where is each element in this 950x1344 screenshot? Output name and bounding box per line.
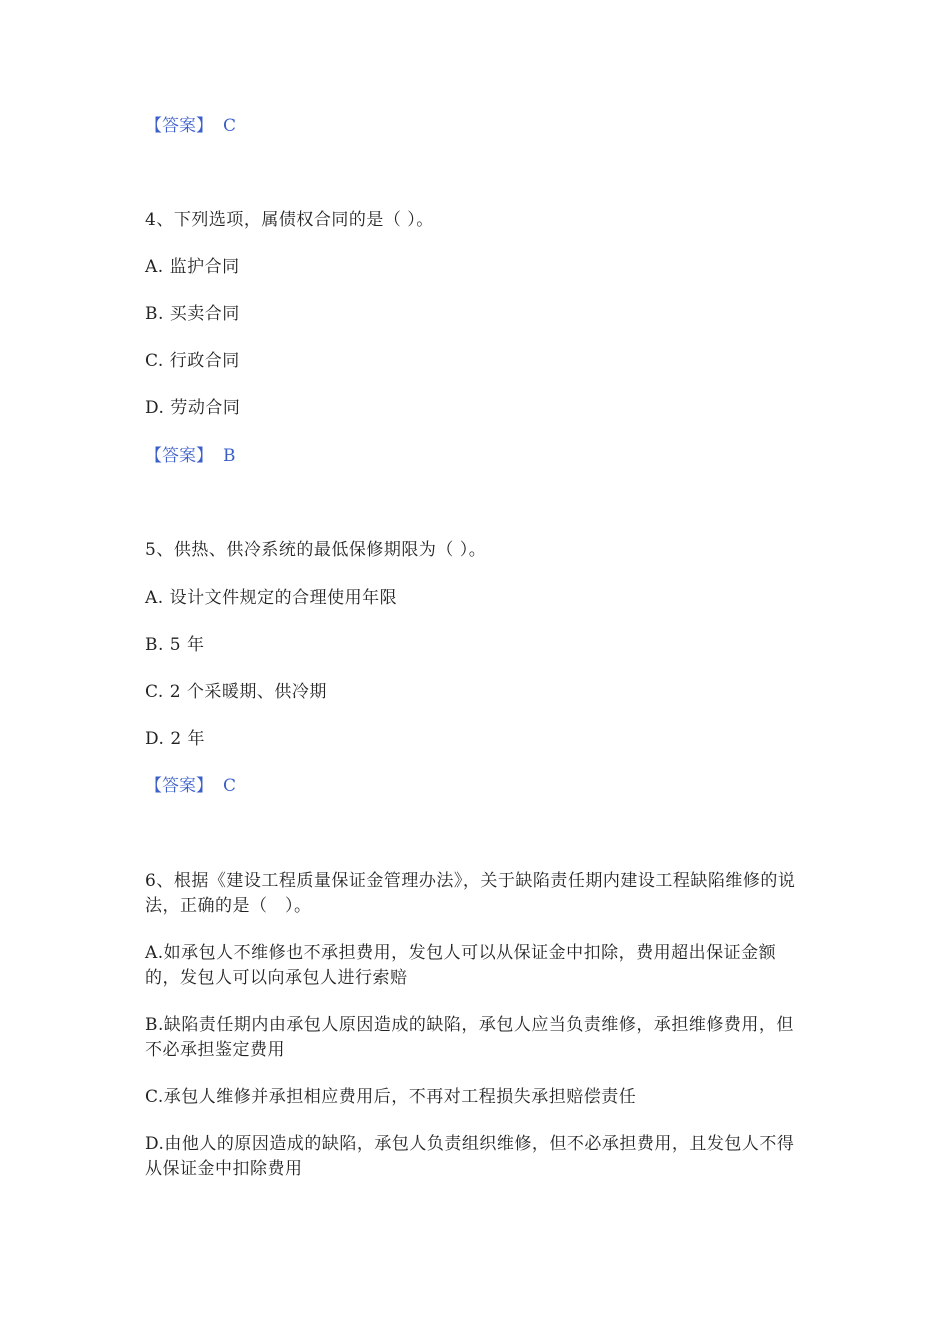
q4-option-d: D. 劳动合同 — [145, 398, 241, 418]
q4-option-b: B. 买卖合同 — [145, 304, 240, 324]
q4-answer — [145, 444, 236, 468]
q5-option-c: C. 2 个采暖期、供冷期 — [145, 682, 327, 702]
answer-value: C — [223, 776, 237, 796]
q4-option-a: A. 监护合同 — [145, 257, 240, 277]
q5-option-b: B. 5 年 — [145, 635, 205, 655]
answer-label: 【答案】 — [145, 776, 213, 796]
answer-value: B — [223, 446, 236, 466]
q5-stem: 5、供热、供冷系统的最低保修期限为（ ）。 — [145, 540, 487, 560]
q6-option-d: D.由他人的原因造成的缺陷，承包人负责组织维修，但不必承担费用，且发包人不得从保证金中扣除费用 — [145, 1134, 795, 1179]
answer-label: 【答案】 — [145, 446, 213, 466]
q6-stem: 6、根据《建设工程质量保证金管理办法》，关于缺陷责任期内建设工程缺陷维修的说法，正确的是（ ）。 — [145, 871, 796, 916]
q5-option-a: A. 设计文件规定的合理使用年限 — [145, 588, 398, 608]
q6-option-c: C.承包人维修并承担相应费用后，不再对工程损失承担赔偿责任 — [145, 1087, 637, 1107]
q3-answer — [145, 114, 236, 138]
answer-value: C — [223, 116, 237, 136]
q6-option-b: B.缺陷责任期内由承包人原因造成的缺陷，承包人应当负责维修，承担维修费用，但不必承担鉴定费用 — [145, 1015, 794, 1060]
answer-label: 【答案】 — [145, 116, 213, 136]
q4-stem: 4、下列选项，属债权合同的是（ ）。 — [145, 210, 434, 230]
q5-answer — [145, 774, 236, 798]
q5-option-d: D. 2 年 — [145, 729, 206, 749]
q6-option-a: A.如承包人不维修也不承担费用，发包人可以从保证金中扣除，费用超出保证金额的，发包人可以向承包人进行索赔 — [145, 943, 777, 988]
q4-option-c: C. 行政合同 — [145, 351, 240, 371]
